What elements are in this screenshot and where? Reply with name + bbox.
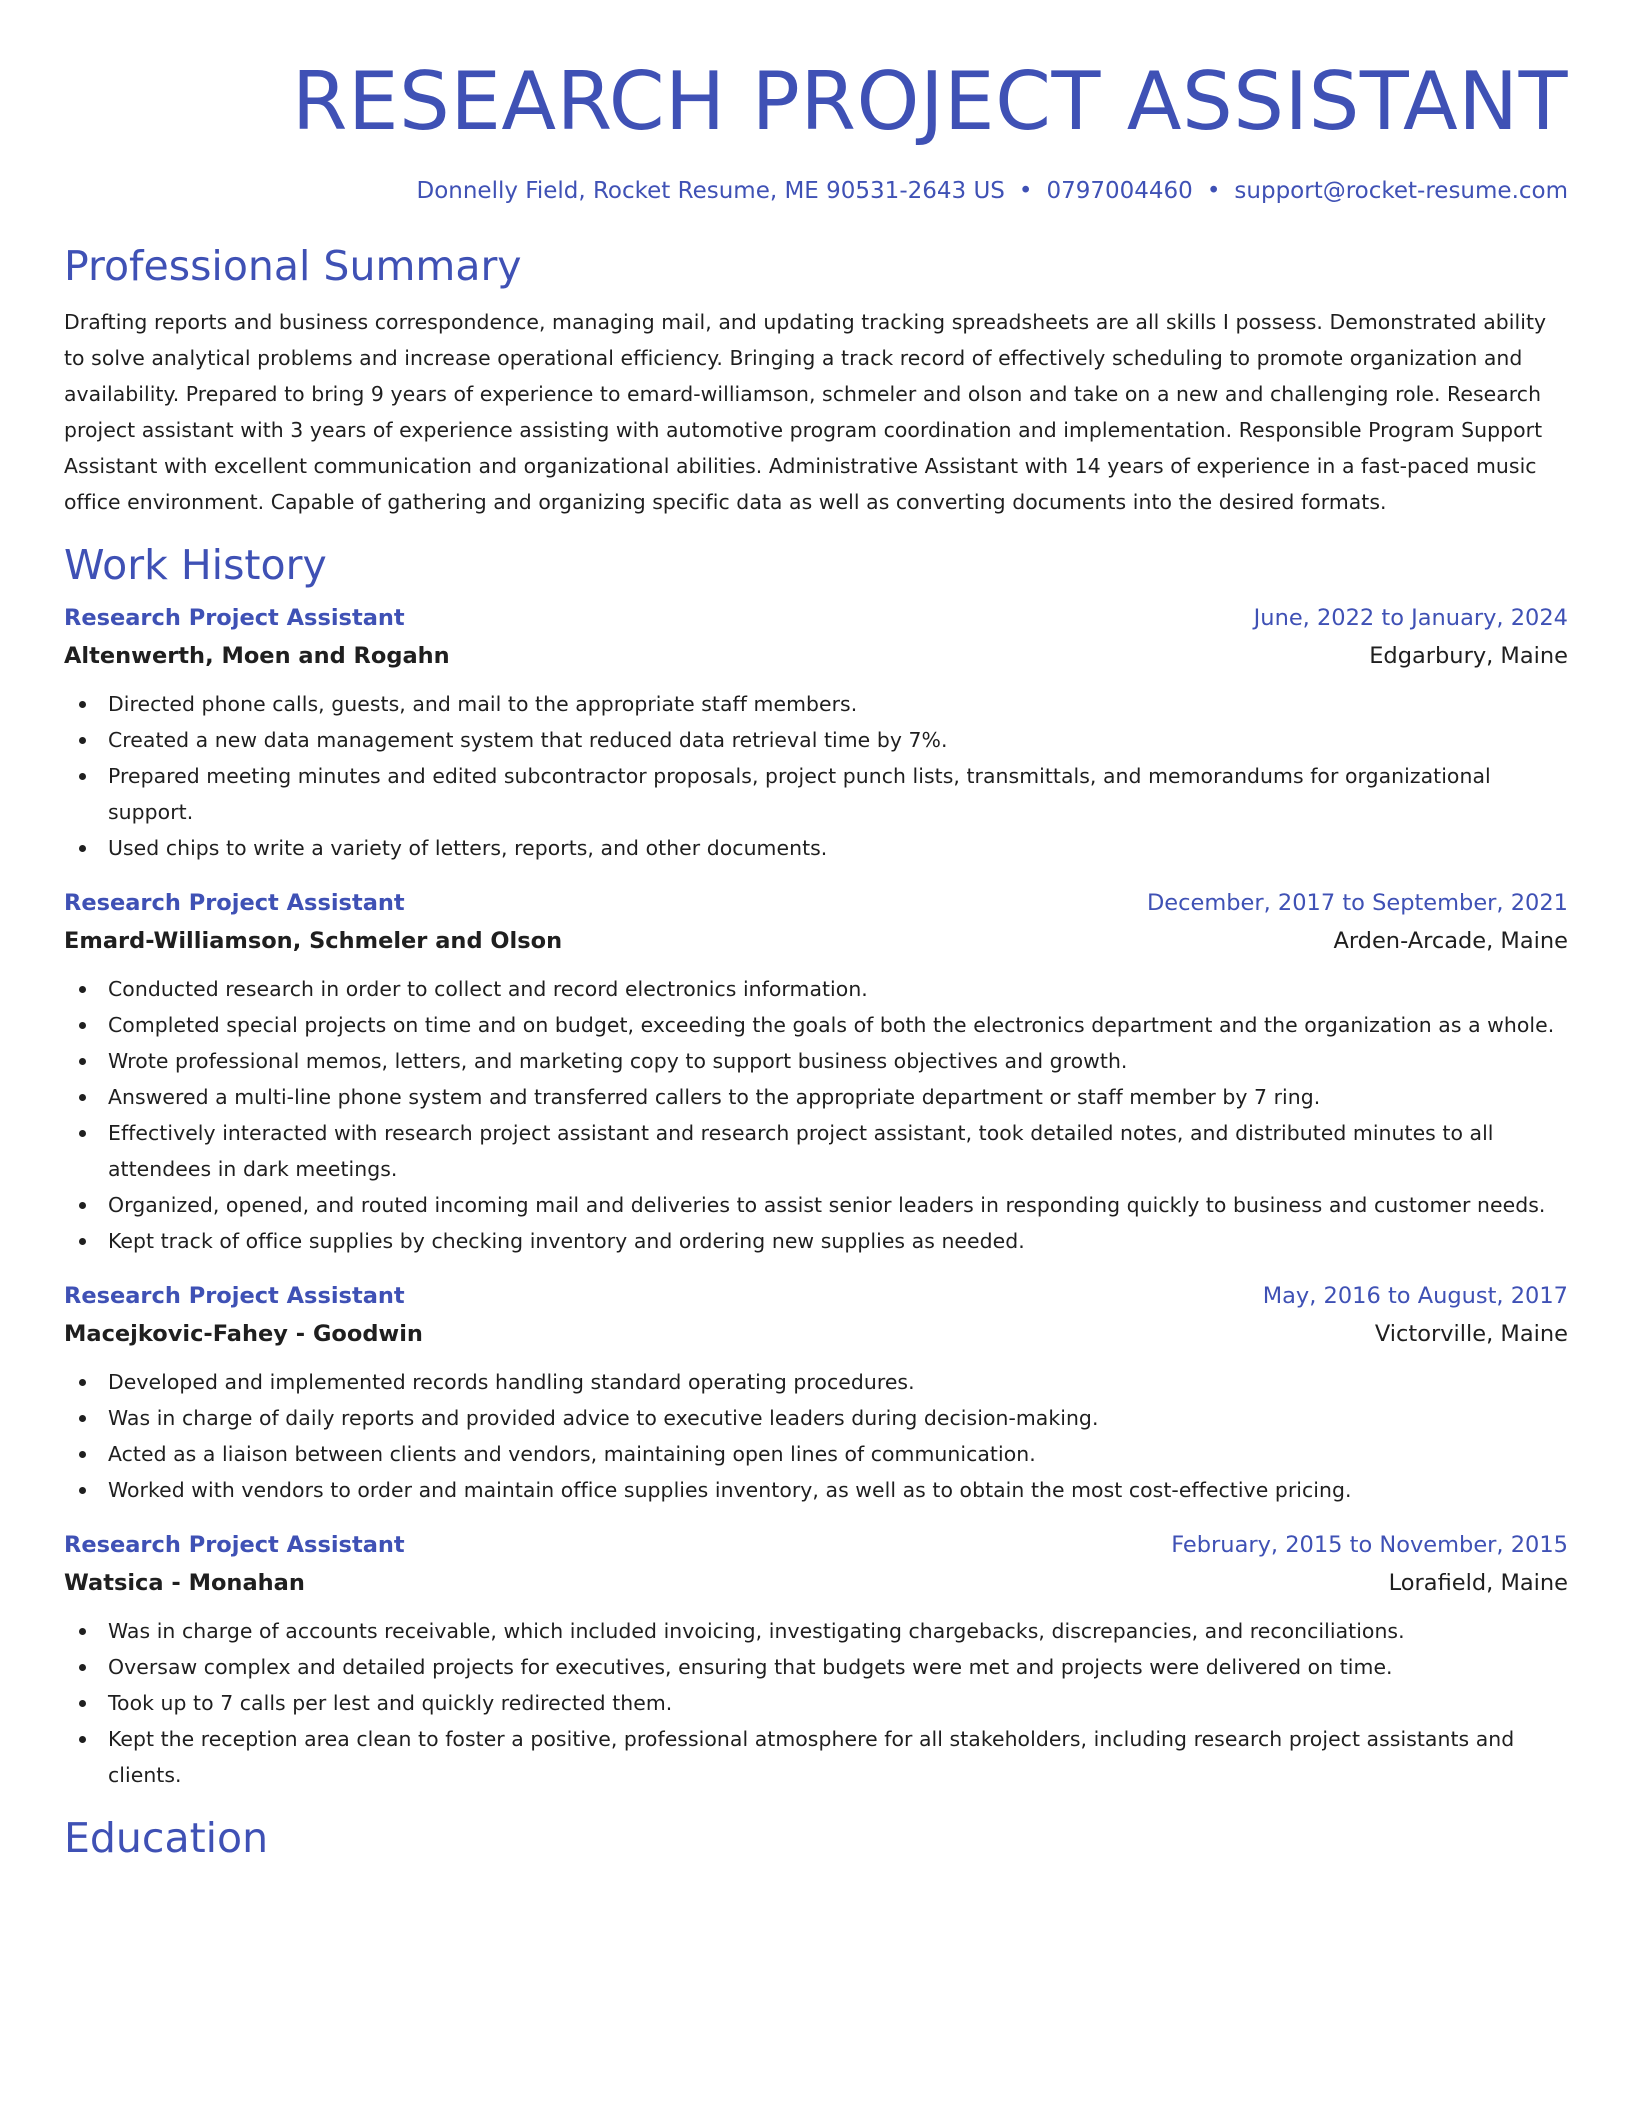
job-dates: May, 2016 to August, 2017 — [1262, 1283, 1568, 1309]
job-bullet-list — [64, 1613, 1568, 1793]
job-title: Research Project Assistant — [64, 1283, 405, 1309]
job-bullet: Directed phone calls, guests, and mail to the appropriate staff members. — [64, 686, 1568, 722]
contact-phone: 0797004460 — [1046, 178, 1193, 204]
job-bullet: Conducted research in order to collect and record electronics information. — [64, 971, 1568, 1007]
job-bullet: Prepared meeting minutes and edited subcontractor proposals, project punch lists, transmittals, and memorandums for organizational support. — [64, 758, 1568, 830]
job-bullet: Kept the reception area clean to foster a positive, professional atmosphere for all stakeholders, including research project assistants and clients. — [64, 1721, 1568, 1793]
job-bullet: Answered a multi-line phone system and transferred callers to the appropriate department or staff member by 7 ring. — [64, 1079, 1568, 1115]
contact-line — [64, 176, 1568, 206]
job-bullet: Worked with vendors to order and maintain office supplies inventory, as well as to obtain the most cost-effective pricing. — [64, 1472, 1568, 1508]
job-dates: June, 2022 to January, 2024 — [1253, 605, 1568, 631]
job-entry — [64, 1277, 1568, 1508]
job-title-row — [64, 599, 1568, 637]
job-company: Emard-Williamson, Schmeler and Olson — [64, 928, 563, 954]
contact-address: Donnelly Field, Rocket Resume, ME 90531-2643 US — [416, 178, 1005, 204]
job-title: Research Project Assistant — [64, 890, 405, 916]
job-bullet: Developed and implemented records handling standard operating procedures. — [64, 1364, 1568, 1400]
job-bullet: Wrote professional memos, letters, and marketing copy to support business objectives and growth. — [64, 1043, 1568, 1079]
job-bullet: Kept track of office supplies by checking inventory and ordering new supplies as needed. — [64, 1223, 1568, 1259]
job-entry — [64, 884, 1568, 1259]
job-bullet: Completed special projects on time and on budget, exceeding the goals of both the electronics department and the organization as a whole. — [64, 1007, 1568, 1043]
job-entry — [64, 1526, 1568, 1793]
job-bullet: Organized, opened, and routed incoming mail and deliveries to assist senior leaders in responding quickly to business and customer needs. — [64, 1187, 1568, 1223]
job-bullet: Created a new data management system that reduced data retrieval time by 7%. — [64, 722, 1568, 758]
job-bullet: Oversaw complex and detailed projects for executives, ensuring that budgets were met and projects were delivered on time. — [64, 1649, 1568, 1685]
job-company-row — [64, 922, 1568, 960]
job-bullet-list — [64, 1364, 1568, 1508]
job-bullet: Effectively interacted with research project assistant and research project assistant, took detailed notes, and distributed minutes to all attendees in dark meetings. — [64, 1115, 1568, 1187]
job-location: Victorville, Maine — [1374, 1321, 1568, 1347]
resume-page — [64, 0, 1568, 1864]
contact-separator: • — [1206, 178, 1221, 204]
job-title-row — [64, 1526, 1568, 1564]
job-company: Watsica - Monahan — [64, 1570, 305, 1596]
job-bullet: Took up to 7 calls per lest and quickly redirected them. — [64, 1685, 1568, 1721]
contact-separator: • — [1018, 178, 1033, 204]
job-company-row — [64, 1564, 1568, 1602]
job-location: Lorafield, Maine — [1388, 1570, 1568, 1596]
job-bullet-list — [64, 971, 1568, 1259]
job-entry — [64, 599, 1568, 866]
summary-heading: Professional Summary — [64, 242, 522, 290]
job-location: Arden-Arcade, Maine — [1333, 928, 1568, 954]
job-title-row — [64, 884, 1568, 922]
job-title-row — [64, 1277, 1568, 1315]
job-title: Research Project Assistant — [64, 1532, 405, 1558]
summary-text: Drafting reports and business correspondence, managing mail, and updating tracking spreadsheets are all skills I possess. Demonstrated ability to solve analytical problems and increase operational efficiency. Bringing a track record of effectively scheduling to promote organization and availability. Prepared to bring 9 years of experience to emard-williamson, schmeler and olson and take on a new and challenging role. Research project assistant with 3 years of experience assisting with automotive program coordination and implementation. Responsible Program Support Assistant with excellent communication and organizational abilities. Administrative Assistant with 14 years of experience in a fast-paced music office environment. Capable of gathering and organizing specific data as well as converting documents into the desired formats. — [64, 310, 1547, 514]
work-history-list — [64, 599, 1568, 1793]
work-history-heading: Work History — [64, 541, 327, 589]
job-company-row — [64, 1315, 1568, 1353]
job-bullet: Acted as a liaison between clients and vendors, maintaining open lines of communication. — [64, 1436, 1568, 1472]
job-company: Altenwerth, Moen and Rogahn — [64, 643, 450, 669]
education-heading: Education — [64, 1814, 269, 1862]
job-bullet: Was in charge of accounts receivable, which included invoicing, investigating chargebacks, discrepancies, and reconciliations. — [64, 1613, 1568, 1649]
job-bullet: Used chips to write a variety of letters, reports, and other documents. — [64, 830, 1568, 866]
job-dates: December, 2017 to September, 2021 — [1146, 890, 1568, 916]
job-bullet-list — [64, 686, 1568, 866]
contact-email: support@rocket-resume.com — [1234, 178, 1568, 204]
job-bullet: Was in charge of daily reports and provided advice to executive leaders during decision-making. — [64, 1400, 1568, 1436]
job-company-row — [64, 637, 1568, 675]
job-company: Macejkovic-Fahey - Goodwin — [64, 1321, 423, 1347]
job-dates: February, 2015 to November, 2015 — [1171, 1532, 1568, 1558]
job-title: Research Project Assistant — [64, 605, 405, 631]
job-location: Edgarbury, Maine — [1369, 643, 1568, 669]
resume-name: RESEARCH PROJECT ASSISTANT — [291, 55, 1568, 148]
